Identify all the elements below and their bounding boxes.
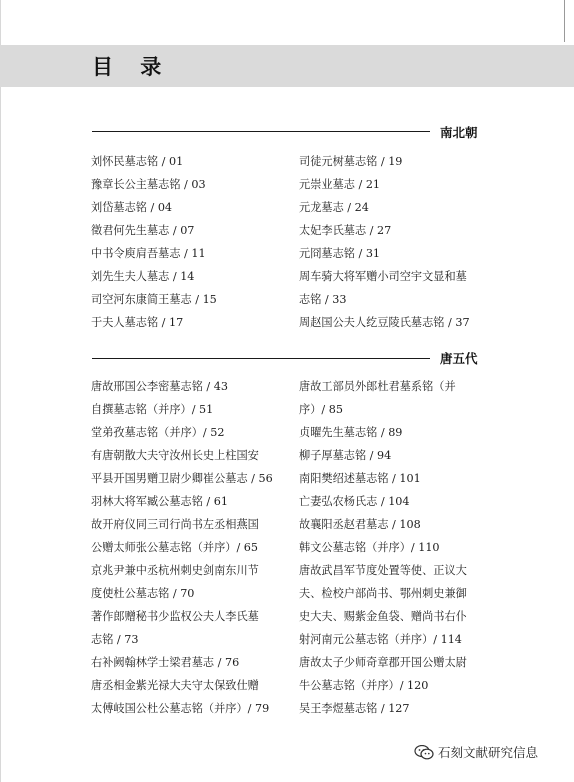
page-corner-line xyxy=(564,0,565,42)
toc-entry[interactable]: 公赠太师张公墓志铭（并序）/ 65 xyxy=(91,541,258,554)
toc-entry[interactable]: 司徒元树墓志铭 / 19 xyxy=(299,155,403,168)
toc-entry[interactable]: 吴王李煜墓志铭 / 127 xyxy=(299,702,410,715)
toc-entry[interactable]: 南阳樊绍述墓志铭 / 101 xyxy=(299,472,421,485)
toc-entry[interactable]: 羽林大将军臧公墓志铭 / 61 xyxy=(91,495,228,508)
toc-entry[interactable]: 度使杜公墓志铭 / 70 xyxy=(91,587,195,600)
toc-entry[interactable]: 太傅岐国公杜公墓志铭（并序）/ 79 xyxy=(91,702,270,715)
toc-entry[interactable]: 射河南元公墓志铭（并序）/ 114 xyxy=(299,633,462,646)
section-rule-nanbeichao xyxy=(92,131,430,132)
toc-entry[interactable]: 刘先生夫人墓志 / 14 xyxy=(91,270,195,283)
toc-entry[interactable]: 刘岱墓志铭 / 04 xyxy=(91,201,173,214)
wechat-icon xyxy=(414,745,434,760)
toc-entry[interactable]: 唐故武昌军节度处置等使、正议大 xyxy=(299,564,467,577)
toc-entry[interactable]: 周车骑大将军赠小司空宇文显和墓 xyxy=(299,270,467,283)
toc-entry[interactable]: 司空河东康简王墓志 / 15 xyxy=(91,293,217,306)
toc-entry[interactable]: 序）/ 85 xyxy=(299,403,343,416)
toc-entry[interactable]: 著作郎赠秘书少监权公夫人李氏墓 xyxy=(91,610,259,623)
toc-entry[interactable]: 堂弟孜墓志铭（并序）/ 52 xyxy=(91,426,225,439)
toc-entry[interactable]: 柳子厚墓志铭 / 94 xyxy=(299,449,392,462)
toc-entry[interactable]: 志铭 / 33 xyxy=(299,293,347,306)
section-rule-tangwudai xyxy=(92,358,430,359)
section-title-tangwudai: 唐五代 xyxy=(440,351,478,366)
toc-entry[interactable]: 平县开国男赠卫尉少卿崔公墓志 / 56 xyxy=(91,472,273,485)
toc-entry[interactable]: 唐故工部员外郎杜君墓系铭（并 xyxy=(299,380,456,393)
watermark-text: 石刻文献研究信息 xyxy=(438,745,539,760)
toc-entry[interactable]: 太妃李氏墓志 / 27 xyxy=(299,224,392,237)
toc-entry[interactable]: 史大夫、赐紫金鱼袋、赠尚书右仆 xyxy=(299,610,467,623)
toc-entry[interactable]: 夫、检校户部尚书、鄂州刺史兼御 xyxy=(299,587,467,600)
toc-entry[interactable]: 中书令庾肩吾墓志 / 11 xyxy=(91,247,206,260)
watermark xyxy=(414,743,538,761)
toc-entry[interactable]: 贞曜先生墓志铭 / 89 xyxy=(299,426,403,439)
toc-entry[interactable]: 故襄阳丞赵君墓志 / 108 xyxy=(299,518,421,531)
toc-entry[interactable]: 元崇业墓志 / 21 xyxy=(299,178,381,191)
page-title: 目 录 xyxy=(92,54,172,79)
toc-entry[interactable]: 刘怀民墓志铭 / 01 xyxy=(91,155,184,168)
toc-entry[interactable]: 唐故邢国公李密墓志铭 / 43 xyxy=(91,380,228,393)
toc-entry[interactable]: 自撰墓志铭（并序）/ 51 xyxy=(91,403,214,416)
toc-entry[interactable]: 京兆尹兼中丞杭州刺史剑南东川节 xyxy=(91,564,259,577)
section-title-nanbeichao: 南北朝 xyxy=(440,125,478,140)
toc-entry[interactable]: 右补阙翰林学士梁君墓志 / 76 xyxy=(91,656,240,669)
toc-entry[interactable]: 牛公墓志铭（并序）/ 120 xyxy=(299,679,429,692)
toc-entry[interactable]: 唐丞相金紫光禄大夫守太保致仕赠 xyxy=(91,679,259,692)
toc-entry[interactable]: 亡妻弘农杨氏志 / 104 xyxy=(299,495,410,508)
toc-entry[interactable]: 元冏墓志铭 / 31 xyxy=(299,247,381,260)
page-left-edge xyxy=(0,0,1,782)
toc-entry[interactable]: 周赵国公夫人纥豆陵氏墓志铭 / 37 xyxy=(299,316,470,329)
toc-entry[interactable]: 唐故太子少师奇章郡开国公赠太尉 xyxy=(299,656,467,669)
toc-entry[interactable]: 志铭 / 73 xyxy=(91,633,139,646)
toc-entry[interactable]: 豫章长公主墓志铭 / 03 xyxy=(91,178,206,191)
toc-entry[interactable]: 故开府仪同三司行尚书左丞相燕国 xyxy=(91,518,259,531)
toc-entry[interactable]: 徵君何先生墓志 / 07 xyxy=(91,224,195,237)
toc-entry[interactable]: 韩文公墓志铭（并序）/ 110 xyxy=(299,541,440,554)
toc-entry[interactable]: 于夫人墓志铭 / 17 xyxy=(91,316,184,329)
toc-entry[interactable]: 有唐朝散大夫守汝州长史上柱国安 xyxy=(91,449,259,462)
toc-entry[interactable]: 元龙墓志 / 24 xyxy=(299,201,369,214)
header-band xyxy=(0,45,574,87)
